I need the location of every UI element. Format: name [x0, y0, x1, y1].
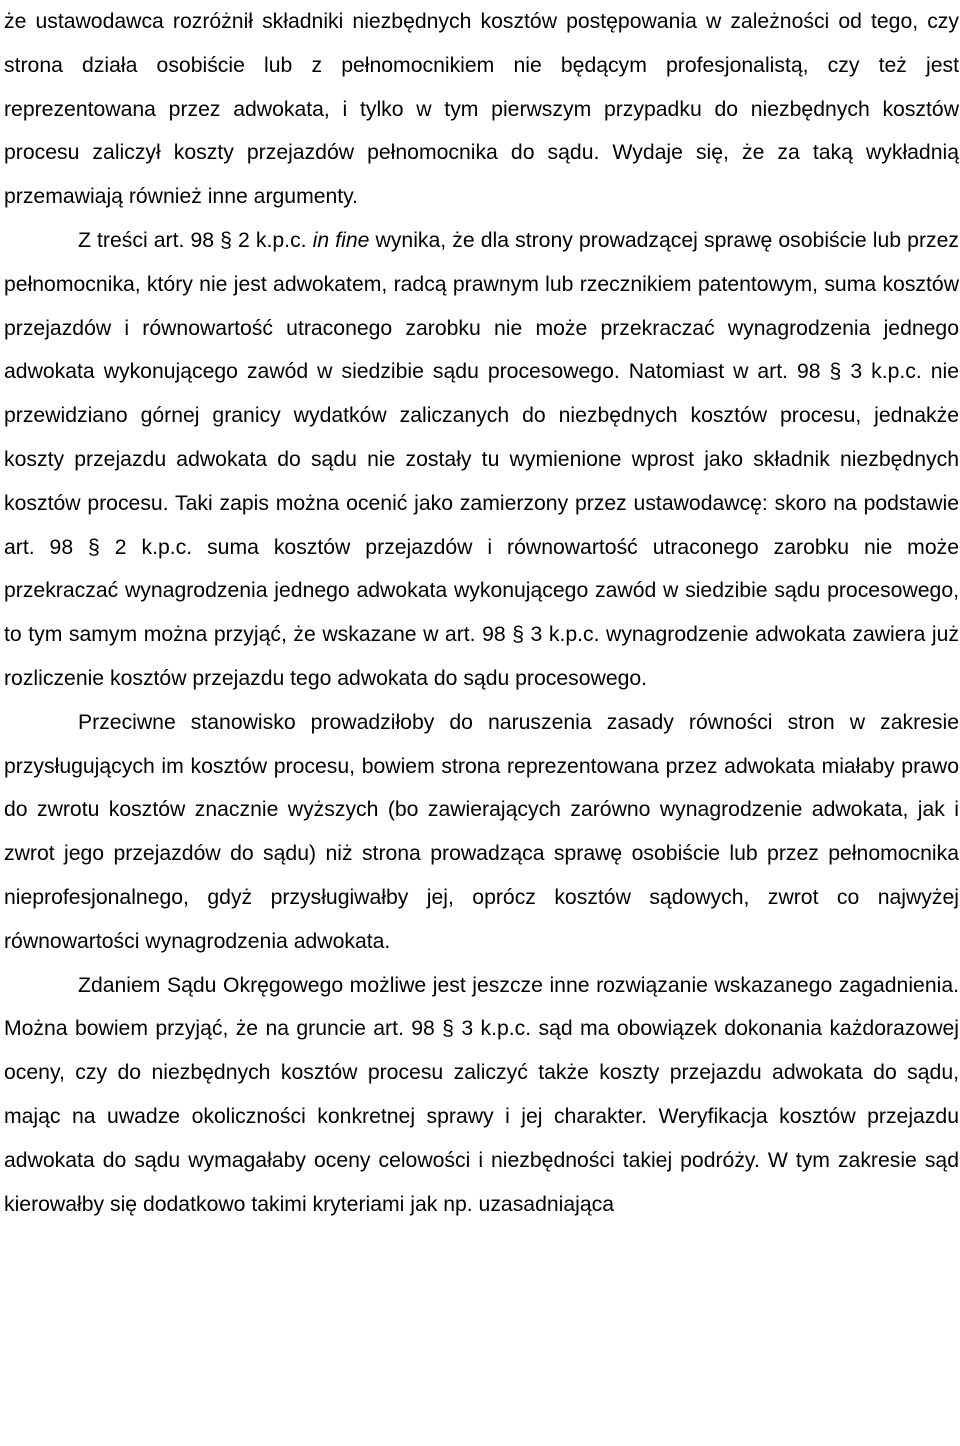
paragraph-2-text-a: Z treści art. 98 § 2 k.p.c. — [78, 228, 313, 252]
paragraph-1-text: że ustawodawca rozróżnił składniki niezbędnych kosztów postępowania w zależności od tego, czy strona działa osobiście lub z pełnomocnikiem nie będącym profesjonalistą, czy też jest reprezentowana przez adwokata, i tylko w tym pierwszym przypadku do niezbędnych kosztów procesu zaliczył koszty przejazdów pełnomocnika do sądu. Wydaje się, że za taką wykładnią przemawiają również inne argumenty. — [4, 10, 959, 209]
paragraph-4 — [4, 964, 959, 1227]
document-page — [4, 0, 959, 1226]
paragraph-2-text-b: wynika, że dla strony prowadzącej sprawę osobiście lub przez pełnomocnika, który nie jest adwokatem, radcą prawnym lub rzecznikiem patentowym, suma kosztów przejazdów i równowartość utraconego zarobku nie może przekraczać wynagrodzenia jednego adwokata wykonującego zawód w siedzibie sądu procesowego. Natomiast w art. 98 § 3 k.p.c. nie przewidziano górnej granicy wydatków zaliczanych do niezbędnych kosztów procesu, jednakże koszty przejazdu adwokata do sądu nie zostały tu wymienione wprost jako składnik niezbędnych kosztów procesu. Taki zapis można ocenić jako zamierzony przez ustawodawcę: skoro na podstawie art. 98 § 2 k.p.c. suma kosztów przejazdów i równowartość utraconego zarobku nie może przekraczać wynagrodzenia jednego adwokata wykonującego zawód w siedzibie sądu procesowego, to tym samym można przyjąć, że wskazane w art. 98 § 3 k.p.c. wynagrodzenie adwokata zawiera już rozliczenie kosztów przejazdu tego adwokata do sądu procesowego. — [4, 228, 959, 690]
paragraph-4-text: Zdaniem Sądu Okręgowego możliwe jest jeszcze inne rozwiązanie wskazanego zagadnienia. Można bowiem przyjąć, że na gruncie art. 98 § 3 k.p.c. sąd ma obowiązek dokonania każdorazowej oceny, czy do niezbędnych kosztów procesu zaliczyć także koszty przejazdu adwokata do sądu, mając na uwadze okoliczności konkretnej sprawy i jej charakter. Weryfikacja kosztów przejazdu adwokata do sądu wymagałaby oceny celowości i niezbędności takiej podróży. W tym zakresie sąd kierowałby się dodatkowo takimi kryteriami jak np. uzasadniająca — [4, 973, 959, 1216]
paragraph-2 — [4, 219, 959, 701]
paragraph-3-text: Przeciwne stanowisko prowadziłoby do naruszenia zasady równości stron w zakresie przysługujących im kosztów procesu, bowiem strona reprezentowana przez adwokata miałaby prawo do zwrotu kosztów znacznie wyższych (bo zawierających zarówno wynagrodzenie adwokata, jak i zwrot jego przejazdów do sądu) niż strona prowadząca sprawę osobiście lub przez pełnomocnika nieprofesjonalnego, gdyż przysługiwałby jej, oprócz kosztów sądowych, zwrot co najwyżej równowartości wynagrodzenia adwokata. — [4, 710, 959, 953]
paragraph-3 — [4, 701, 959, 964]
paragraph-1 — [4, 0, 959, 219]
paragraph-2-italic: in fine — [312, 228, 370, 252]
